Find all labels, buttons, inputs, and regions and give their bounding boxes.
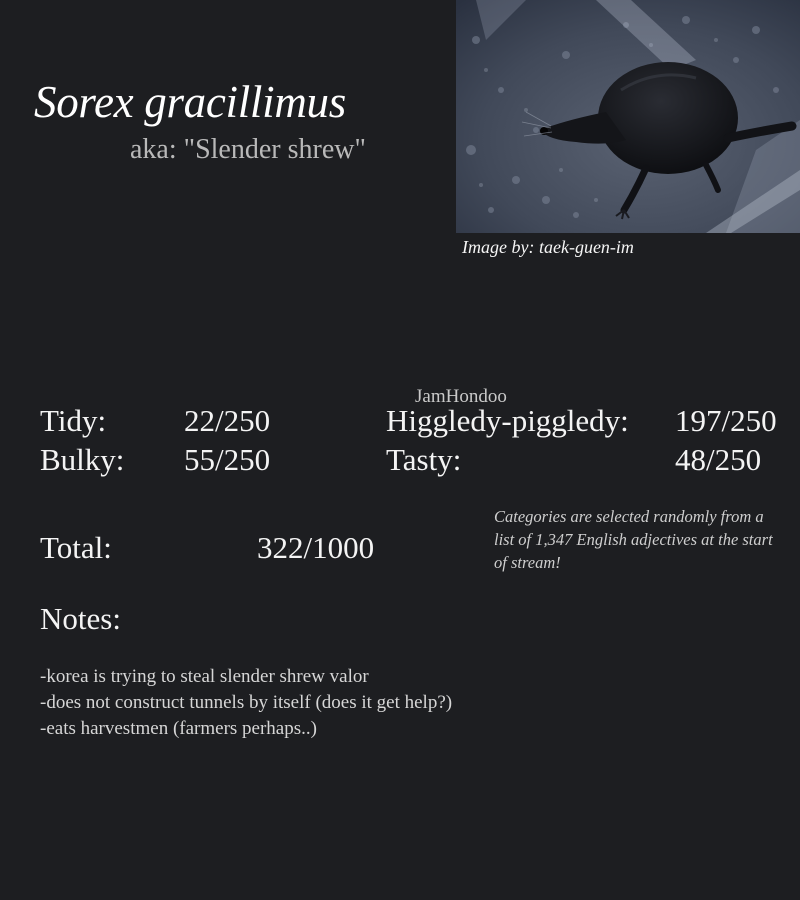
- stat-label-higgledy-piggledy: Higgledy-piggledy:: [386, 403, 629, 438]
- shrew-photo-illustration: [456, 0, 800, 233]
- scientific-name: Sorex gracillimus: [34, 77, 346, 127]
- stat-label-tasty: Tasty:: [386, 442, 462, 477]
- photo-credit: Image by: taek-guen-im: [462, 237, 634, 257]
- common-name: aka: "Slender shrew": [130, 134, 366, 165]
- note-item: -eats harvestmen (farmers perhaps..): [40, 718, 317, 739]
- total-label: Total:: [40, 530, 112, 565]
- stat-label-bulky: Bulky:: [40, 442, 125, 477]
- note-item: -korea is trying to steal slender shrew valor: [40, 666, 369, 687]
- notes-title: Notes:: [40, 601, 121, 636]
- total-value: 322/1000: [257, 530, 375, 565]
- stat-value-bulky: 55/250: [184, 442, 271, 477]
- category-note: Categories are selected randomly from a list of 1,347 English adjectives at the start of stream!: [494, 507, 773, 572]
- note-item: -does not construct tunnels by itself (does it get help?): [40, 692, 453, 713]
- streamer-name: JamHondoo: [415, 386, 507, 407]
- stat-value-higgledy-piggledy: 197/250: [675, 403, 777, 438]
- stat-value-tidy: 22/250: [184, 403, 271, 438]
- shrew-photo: [456, 0, 800, 233]
- stat-label-tidy: Tidy:: [40, 403, 107, 438]
- stat-value-tasty: 48/250: [675, 442, 762, 477]
- notes-list: [40, 664, 452, 742]
